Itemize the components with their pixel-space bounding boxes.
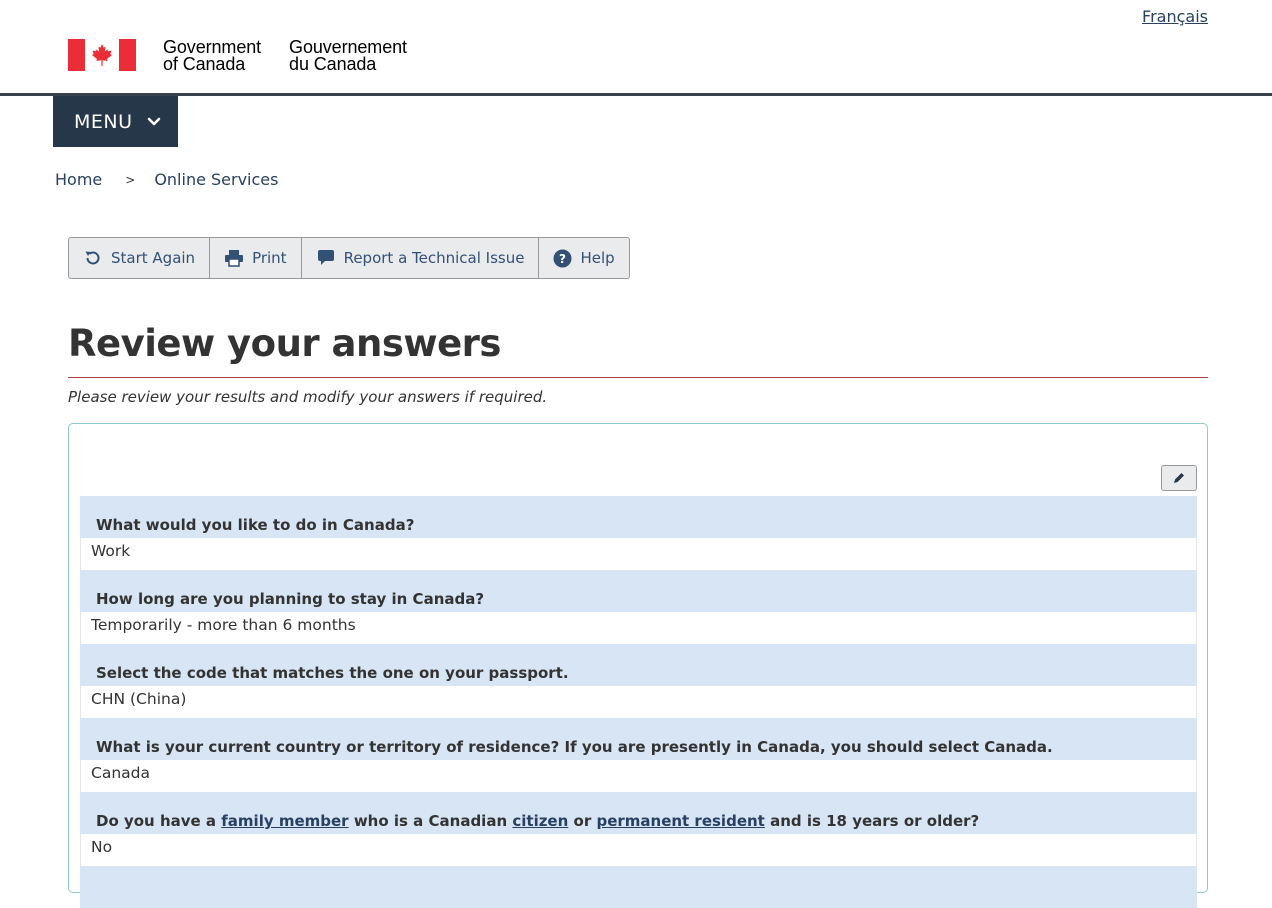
help-button[interactable] [538, 238, 628, 278]
answers-panel [68, 423, 1208, 893]
breadcrumb-separator: > [125, 172, 136, 187]
answer-item [80, 570, 1197, 644]
question-text: Select the code that matches the one on your passport. [80, 644, 1197, 686]
answer-item [80, 792, 1197, 866]
citizen-link[interactable]: citizen [512, 812, 569, 830]
question-row-partial [80, 866, 1197, 908]
question-text: How long are you planning to stay in Canada? [80, 570, 1197, 612]
edit-answers-button[interactable] [1161, 465, 1197, 491]
report-technical-issue-button[interactable] [301, 238, 539, 278]
menu-label: MENU [74, 110, 133, 133]
comment-icon [316, 249, 336, 267]
answer-item [80, 866, 1197, 908]
family-member-link[interactable]: family member [221, 812, 349, 830]
question-text: What is your current country or territory of residence? If you are presently in Canada, you should select Canada. [80, 718, 1197, 760]
start-again-label: Start Again [111, 249, 196, 267]
breadcrumb-online-services-link[interactable]: Online Services [154, 170, 279, 189]
svg-text:?: ? [559, 251, 567, 266]
answer-item [80, 644, 1197, 718]
chevron-down-icon [147, 117, 161, 127]
answer-text: Temporarily - more than 6 months [80, 612, 1197, 644]
question-text: What would you like to do in Canada? [80, 496, 1197, 538]
refresh-icon [83, 248, 103, 268]
pencil-icon [1172, 471, 1186, 485]
government-signature[interactable] [68, 39, 407, 73]
question-text: Do you have a family member who is a Canadian citizen or permanent resident and is 18 years or older? [80, 792, 1197, 834]
language-toggle-link[interactable]: Français [1142, 7, 1208, 26]
menu-button[interactable] [53, 96, 178, 147]
start-again-button[interactable] [69, 238, 209, 278]
page-title: Review your answers [68, 322, 501, 365]
print-label: Print [252, 249, 287, 267]
page-intro: Please review your results and modify your answers if required. [68, 388, 548, 406]
breadcrumb [55, 170, 278, 189]
breadcrumb-home-link[interactable]: Home [55, 170, 103, 189]
header-divider [0, 93, 1272, 96]
title-underline [68, 377, 1208, 378]
answer-item [80, 718, 1197, 792]
answer-item [80, 496, 1197, 570]
report-label: Report a Technical Issue [343, 249, 525, 267]
canada-flag-icon [68, 39, 136, 71]
print-button[interactable] [209, 238, 301, 278]
help-label: Help [580, 249, 615, 267]
permanent-resident-link[interactable]: permanent resident [596, 812, 765, 830]
wordmark-english: Government of Canada [163, 37, 262, 74]
answer-text: Canada [80, 760, 1197, 792]
wordmark-french: Gouvernement du Canada [289, 37, 407, 74]
question-circle-icon [553, 249, 572, 268]
answer-text: Work [80, 538, 1197, 570]
action-toolbar [68, 237, 630, 279]
answer-text: No [80, 834, 1197, 866]
answer-text: CHN (China) [80, 686, 1197, 718]
print-icon [224, 249, 244, 267]
